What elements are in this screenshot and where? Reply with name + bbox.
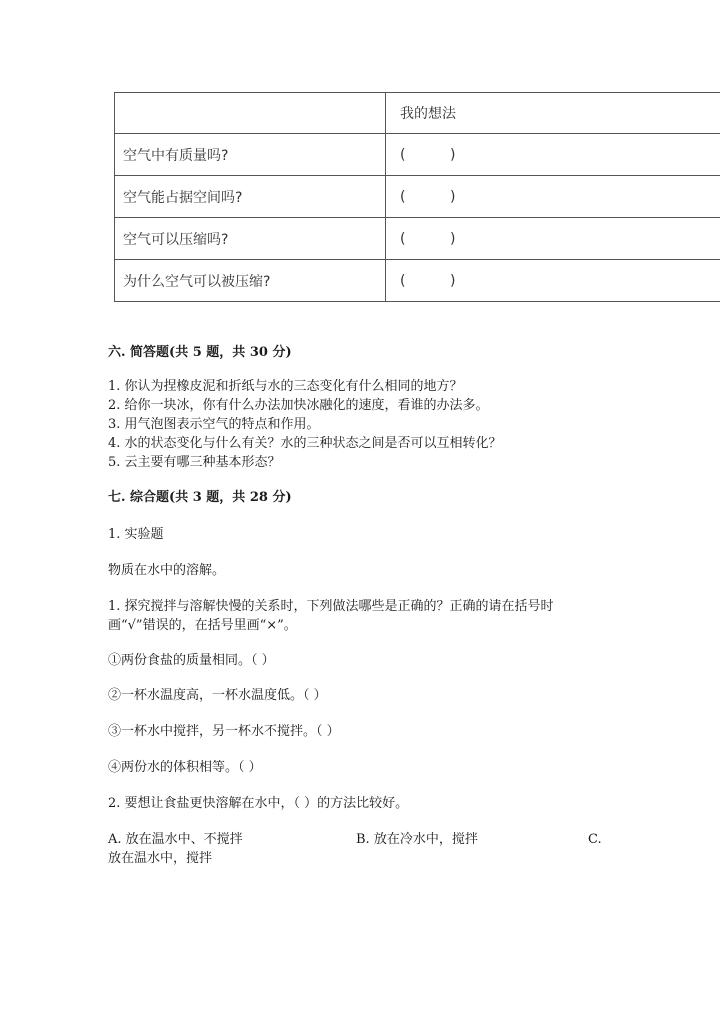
experiment-title: 1. 实验题	[108, 527, 164, 542]
question-1-line2: 画“√”错误的，在括号里画“×”。	[108, 618, 297, 633]
experiment-intro: 物质在水中的溶解。	[108, 563, 226, 578]
question-1-line1: 1. 探究搅拌与溶解快慢的关系时，下列做法哪些是正确的？正确的请在括号时	[108, 599, 554, 614]
opinion-table	[114, 92, 720, 302]
section6-item: 3. 用气泡图表示空气的特点和作用。	[108, 417, 320, 432]
question-2: 2. 要想让食盐更快溶解在水中，（ ）的方法比较好。	[108, 796, 409, 811]
statement: ③一杯水中搅拌，另一杯水不搅拌。（ ）	[108, 724, 340, 739]
table-answer-blank: ( )	[386, 218, 720, 260]
table-question: 空气可以压缩吗?	[115, 218, 386, 260]
table-question: 为什么空气可以被压缩?	[115, 260, 386, 302]
table-row	[115, 218, 720, 260]
section6-item: 4. 水的状态变化与什么有关？水的三种状态之间是否可以互相转化？	[108, 436, 502, 451]
table-answer-blank: ( )	[386, 176, 720, 218]
table-row	[115, 260, 720, 302]
section6-item: 2. 给你一块冰，你有什么办法加快冰融化的速度，看谁的办法多。	[108, 398, 489, 413]
option-c-text: 放在温水中，搅拌	[108, 851, 213, 866]
table-answer-blank: ( )	[386, 134, 720, 176]
table-header-left	[115, 93, 386, 134]
statement: ②一杯水温度高，一杯水温度低。（ ）	[108, 688, 327, 703]
option-a: A. 放在温水中、不搅拌	[108, 832, 243, 847]
table-header-right: 我的想法	[386, 93, 720, 134]
table-row	[115, 176, 720, 218]
table-question: 空气能占据空间吗?	[115, 176, 386, 218]
section6-item: 1. 你认为捏橡皮泥和折纸与水的三态变化有什么相同的地方？	[108, 379, 463, 394]
statement: ①两份食盐的质量相同。（ ）	[108, 653, 275, 668]
statement: ④两份水的体积相等。（ ）	[108, 760, 262, 775]
table-header-row	[115, 93, 720, 134]
option-b: B. 放在冷水中，搅拌	[356, 832, 478, 847]
table-question: 空气中有质量吗?	[115, 134, 386, 176]
table-row	[115, 134, 720, 176]
table-answer-blank: ( )	[386, 260, 720, 302]
section6-item: 5. 云主要有哪三种基本形态？	[108, 455, 281, 470]
section7-heading: 七. 综合题(共 3 题，共 28 分)	[108, 490, 292, 505]
section6-heading: 六. 简答题(共 5 题，共 30 分)	[108, 345, 292, 360]
option-c-label: C.	[588, 832, 602, 847]
